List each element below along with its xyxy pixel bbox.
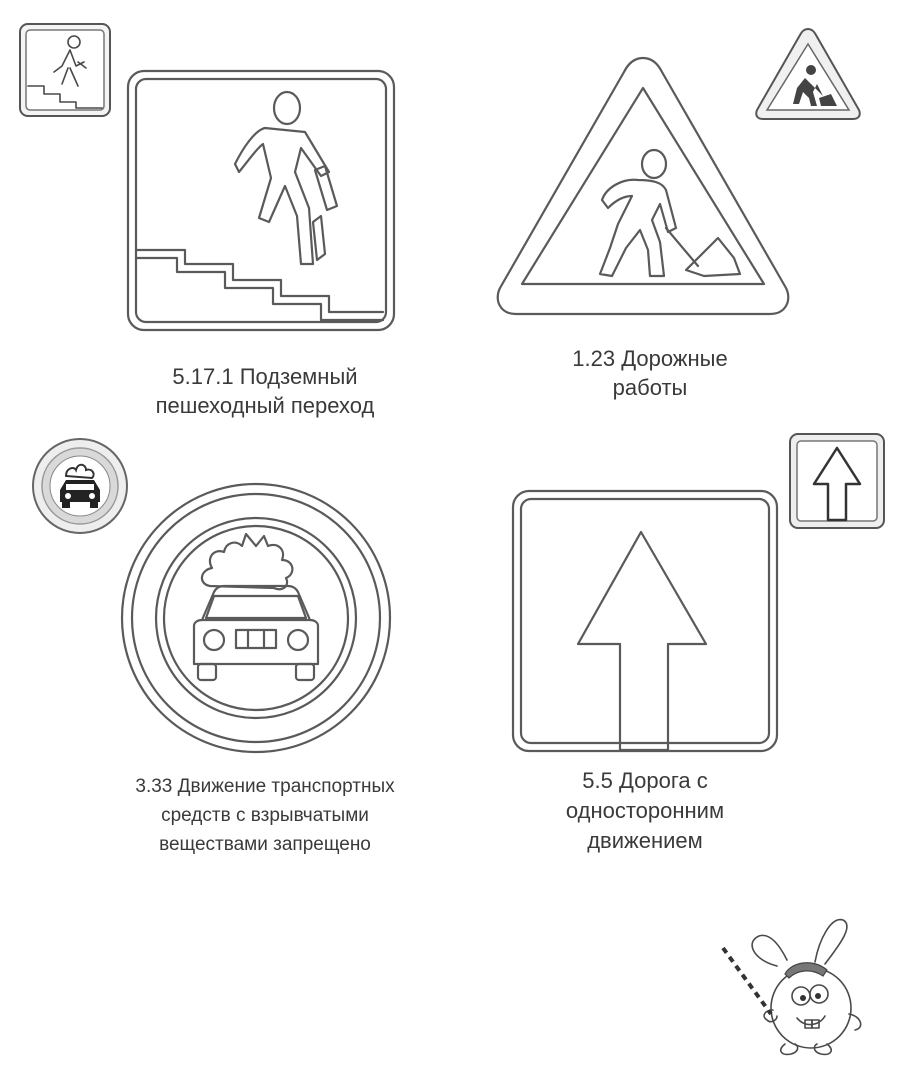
explosives-thumbnail <box>30 436 130 536</box>
underpass-sign <box>125 68 397 333</box>
roadworks-caption <box>490 344 810 402</box>
rabbit-character-icon <box>715 912 875 1062</box>
roadworks-caption-line1: 1.23 Дорожные <box>572 346 728 371</box>
explosives-caption-line1: 3.33 Движение транспортных <box>135 776 395 797</box>
explosives-caption <box>90 772 440 859</box>
rabbit-character <box>715 912 875 1062</box>
underpass-caption <box>100 362 430 420</box>
pedestrian-underpass-thumb-icon <box>18 22 112 118</box>
underpass-thumbnail <box>18 22 112 118</box>
underpass-caption-line2: пешеходный переход <box>155 393 375 418</box>
explosive-vehicle-thumb-icon <box>30 436 130 536</box>
roadworks-caption-line2: работы <box>612 375 688 400</box>
road-works-thumb-icon <box>753 26 863 122</box>
roadworks-thumbnail <box>753 26 863 122</box>
pedestrian-underpass-icon <box>125 68 397 333</box>
one-way-thumb-icon <box>788 432 886 530</box>
oneway-caption-line1: 5.5 Дорога с <box>582 768 708 793</box>
oneway-sign <box>510 488 780 754</box>
oneway-caption <box>495 766 795 856</box>
roadworks-sign <box>490 52 796 320</box>
oneway-caption-line2: односторонним <box>565 798 725 823</box>
explosive-vehicle-prohibited-icon <box>118 480 394 756</box>
one-way-arrow-icon <box>510 488 780 754</box>
explosives-caption-line2: средств с взрывчатыми <box>161 805 369 826</box>
explosives-caption-line3: веществами запрещено <box>159 834 371 855</box>
oneway-thumbnail <box>788 432 886 530</box>
explosives-sign <box>118 480 394 756</box>
oneway-caption-line3: движением <box>587 828 703 853</box>
road-works-icon <box>490 52 796 320</box>
underpass-caption-line1: 5.17.1 Подземный <box>172 364 358 389</box>
